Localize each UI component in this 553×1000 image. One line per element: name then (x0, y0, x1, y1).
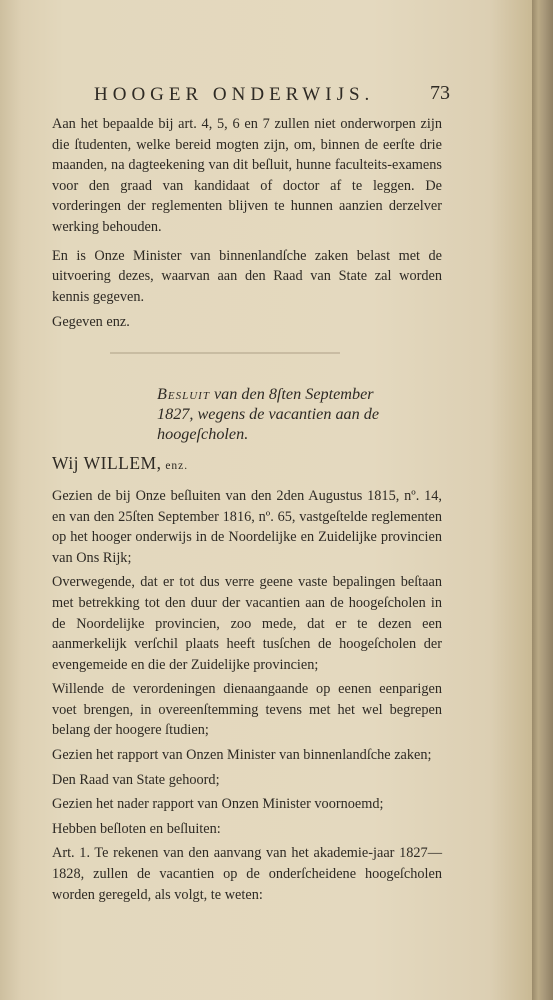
top-section (52, 114, 442, 333)
page-number: 73 (430, 82, 450, 104)
running-title: HOOGER ONDERWIJS. (94, 84, 375, 105)
paragraph-exemption: Aan het bepaalde bij art. 4, 5, 6 en 7 zullen niet onderworpen zijn die ſtudenten, welke bereid mogten zijn, om, binnen de eerſte drie maanden, na dagteekening van dit beſluit, hunne faculteits-examens voor den graad van kandidaat of doctor af te leggen. De vorderingen der reglementen blijven te hunnen aanzien derzelver werking behouden. (52, 116, 442, 235)
paragraph-overwegende: Overwegende, dat er tot dus verre geene vaste bepalingen beſtaan met betrekking tot den duur der vacantien aan de hoogeſcholen in de Noordelijke provincien, zoo mede, dat er te dezen een aanmerkelijk verſchil plaats heeft tusſchen de hoogeſcholen der evengemeide en die der Zuidelijke provincien; (52, 574, 442, 673)
paragraph-gezien-3: Gezien het nader rapport van Onzen Minister voornoemd; (52, 796, 384, 813)
paragraph-gezien-2: Gezien het rapport van Onzen Minister van binnenlandſche zaken; (52, 747, 432, 764)
decree-heading-line2: 1827, wegens de vacantien aan de (157, 404, 380, 423)
paragraph-art-1: Art. 1. Te rekenen van den aanvang van het akademie-jaar 1827—1828, zullen de vacantien op de onderſcheidene hoogeſcholen worden geregeld, als volgt, te weten: (52, 845, 442, 903)
paragraph-gezien-1: Gezien de bij Onze beſluiten van den 2den Augustus 1815, nº. 14, en van den 25ſten September 1816, nº. 65, vastgeſtelde reglementen op het hooger onderwijs in de Noordelijke en Zuidelijke provincien van Ons Rijk; (52, 487, 442, 566)
decree-opening: Wij WILLEM, enz. (52, 452, 189, 473)
decree-heading-line1: Besluit van den 8ſten September (157, 384, 374, 403)
paragraph-hebben: Hebben beſloten en beſluiten: (52, 820, 221, 837)
paragraph-willende: Willende de verordeningen dienaangaande op eenen eenparigen voet brengen, in overeenſtemming tevens met het wel begrepen belang der hoogere ſtudien; (52, 681, 442, 739)
decree-body (52, 486, 442, 905)
section-divider (110, 352, 340, 354)
paragraph-given: Gegeven enz. (52, 314, 130, 331)
paragraph-raad: Den Raad van State gehoord; (52, 771, 220, 788)
decree-heading (157, 384, 442, 444)
page-content (52, 78, 450, 905)
page-edge (532, 0, 553, 1000)
decree-heading-line3: hoogeſcholen. (157, 424, 249, 443)
running-head (52, 78, 450, 108)
paragraph-execution: En is Onze Minister van binnenlandſche zaken belast met de uitvoering dezes, waarvan aan den Raad van State zal worden kennis gegeven. (52, 247, 442, 305)
